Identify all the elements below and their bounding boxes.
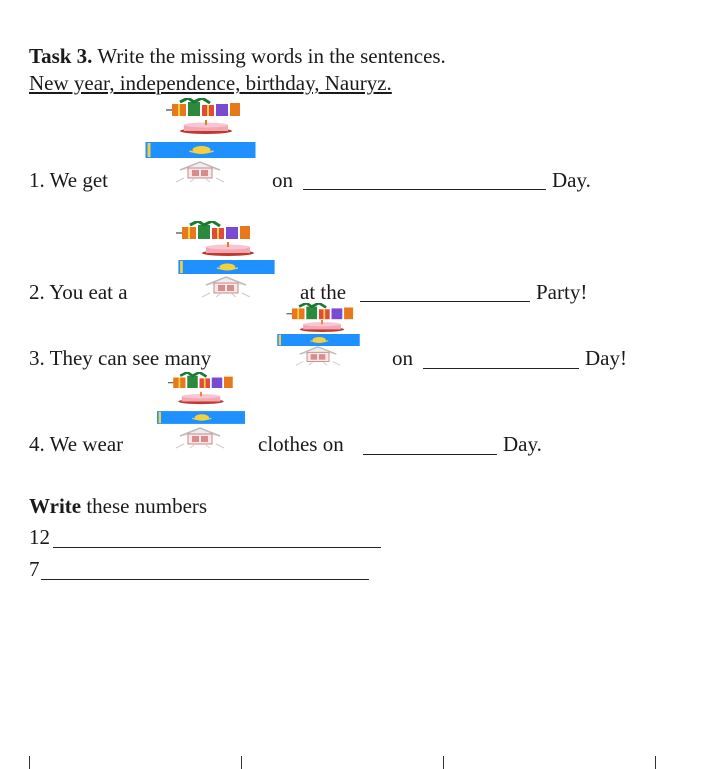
sentence-3-start: 3. They can see many: [29, 346, 212, 370]
sentence-1-end: Day.: [552, 168, 591, 192]
number-7: 7: [29, 557, 40, 581]
sentence-3-middle: on: [392, 346, 413, 370]
sentence-2-end: Party!: [536, 280, 588, 304]
cake-icon: [188, 242, 268, 256]
sentence-4-start: 4. We wear: [29, 432, 124, 456]
numbers-heading-rest: these numbers: [86, 494, 208, 518]
cake-icon: [166, 391, 236, 405]
sentence-4-middle: clothes on: [258, 432, 344, 456]
cake-icon: [166, 120, 246, 134]
gifts-icon: [166, 98, 246, 118]
sentence-1-start: 1. We get: [29, 168, 108, 192]
sentence-2-middle: at the: [300, 280, 347, 304]
table-edge-tick: [241, 756, 242, 769]
number-12-blank[interactable]: [53, 547, 381, 548]
cake-icon: [282, 320, 362, 332]
word-bank: New year, independence, birthday, Nauryz.: [29, 71, 392, 95]
house-icon: [170, 160, 230, 184]
task-heading: [29, 44, 446, 68]
number-7-blank[interactable]: [41, 579, 369, 580]
numbers-heading-bold: Write: [29, 494, 82, 518]
sentence-3-end: Day!: [585, 346, 627, 370]
sentence-1-middle: on: [272, 168, 293, 192]
sentence-3-blank[interactable]: [423, 368, 579, 369]
numbers-heading: [29, 494, 207, 518]
flag-icon: [144, 142, 257, 158]
gifts-icon: [280, 303, 365, 321]
task-instruction: Write the missing words in the sentences.: [97, 44, 446, 68]
house-icon: [196, 275, 256, 299]
sentence-2-blank[interactable]: [360, 301, 530, 302]
sentence-1-blank[interactable]: [303, 189, 546, 190]
sentence-4-blank[interactable]: [363, 454, 497, 455]
flag-icon: [168, 260, 285, 274]
gifts-icon: [168, 372, 238, 390]
sentence-2-start: 2. You eat a: [29, 280, 128, 304]
house-icon: [288, 345, 348, 367]
table-edge-tick: [443, 756, 444, 769]
house-icon: [170, 426, 230, 450]
table-edge-tick: [655, 756, 656, 769]
task-label: Task 3.: [29, 44, 93, 68]
number-12: 12: [29, 525, 50, 549]
sentence-4-end: Day.: [503, 432, 542, 456]
flag-icon: [157, 410, 245, 425]
table-edge-tick: [29, 756, 30, 769]
gifts-icon: [176, 221, 256, 241]
